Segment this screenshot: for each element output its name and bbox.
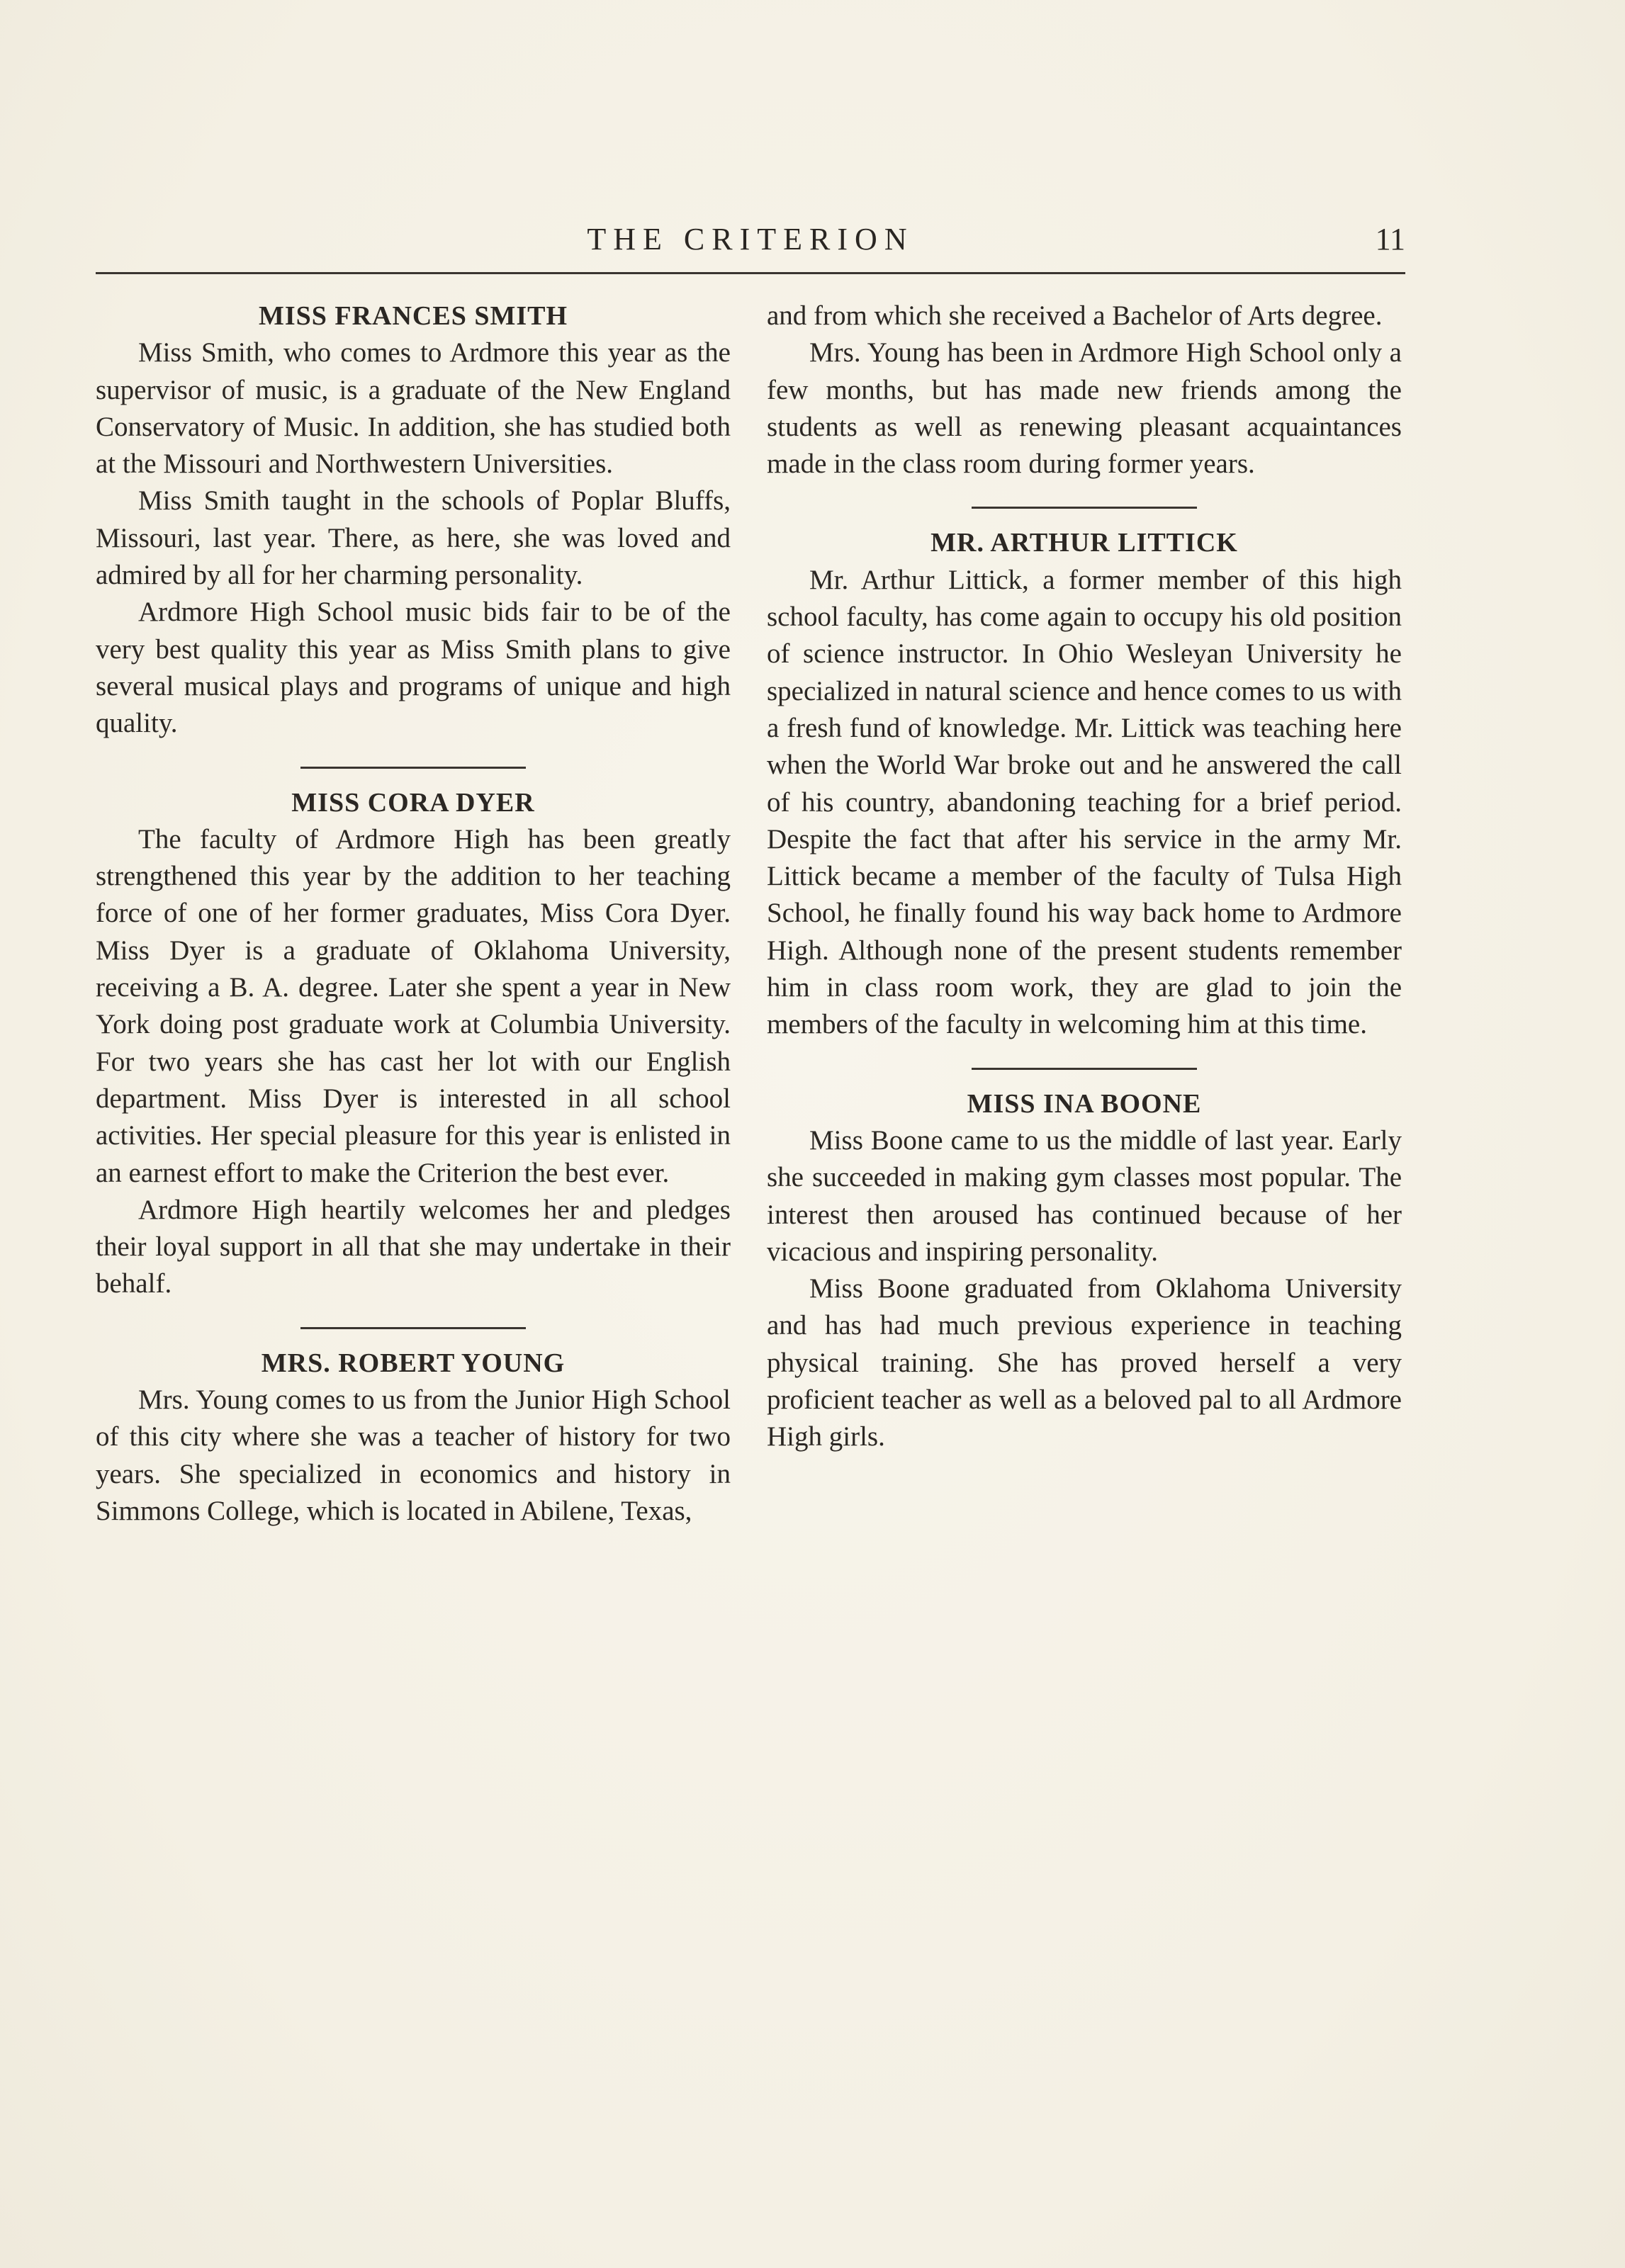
article-paragraph: Mrs. Young has been in Ardmore High School only a few months, but has made new friends among the students as well as renewing pleasant acquaintances made in the class room during former years. bbox=[767, 337, 1402, 480]
article-paragraph: Mr. Arthur Littick, a former member of this high school faculty, has come again to occupy his old position of science instructor. In Ohio Wesleyan University he specialized in natural science and hence comes to us with a fresh fund of knowledge. Mr. Littick was teaching here when the World War broke out and he answered the call of his country, abandoning teaching for a brief period. Despite the fact that after his service in the army Mr. Littick became a member of the faculty of Tulsa High School, he finally found his way back home to Ardmore High. Although none of the present students remember him in class room work, they are glad to join the members of the faculty in welcoming him at this time. bbox=[767, 564, 1402, 1040]
header-rule bbox=[96, 272, 1405, 274]
article-paragraph: Miss Boone came to us the middle of last year. Early she succeeded in making gym classes most popular. The interest then aroused has continued because of her vicacious and inspiring personality. bbox=[767, 1124, 1402, 1267]
article-heading: MISS INA BOONE bbox=[967, 1088, 1202, 1119]
page-number: 11 bbox=[1375, 222, 1405, 256]
article-cora-dyer bbox=[96, 784, 731, 1303]
article-frances-smith bbox=[96, 298, 731, 743]
section-divider bbox=[972, 507, 1197, 509]
article-heading: MRS. ROBERT YOUNG bbox=[261, 1348, 566, 1378]
right-column bbox=[767, 298, 1402, 1456]
article-paragraph: Mrs. Young comes to us from the Junior High School of this city where she was a teacher of history for two years. She specialized in economics and history in Simmons College, which is located in Abilene, Texas, bbox=[96, 1384, 731, 1526]
article-paragraph: The faculty of Ardmore High has been greatly strengthened this year by the addition to her teaching force of one of her former graduates, Miss Cora Dyer. Miss Dyer is a graduate of Oklahoma University, receiving a B. A. degree. Later she spent a year in New York doing post graduate work at Columbia University. For two years she has cast her lot with our English department. Miss Dyer is interested in all school activities. Her special pleasure for this year is enlisted in an earnest effort to make the Criterion the best ever. bbox=[96, 823, 731, 1188]
article-ina-boone bbox=[767, 1085, 1402, 1456]
left-column bbox=[96, 298, 731, 1530]
article-paragraph: and from which she received a Bachelor of Arts degree. bbox=[767, 300, 1383, 331]
article-heading: MISS FRANCES SMITH bbox=[258, 301, 568, 331]
running-header bbox=[96, 217, 1405, 273]
article-paragraph: Ardmore High School music bids fair to be of the very best quality this year as Miss Smith plans to give several musical plays and programs of unique and high quality. bbox=[96, 597, 731, 739]
article-robert-young bbox=[96, 1345, 731, 1530]
section-divider bbox=[300, 1327, 526, 1329]
article-paragraph: Miss Boone graduated from Oklahoma University and has had much previous experience in teaching physical training. She has proved herself a very proficient teacher as well as a beloved pal to all Ardmore High girls. bbox=[767, 1273, 1402, 1452]
article-arthur-littick bbox=[767, 524, 1402, 1043]
section-divider bbox=[972, 1068, 1197, 1070]
section-divider bbox=[300, 767, 526, 769]
article-paragraph: Miss Smith, who comes to Ardmore this year as the supervisor of music, is a graduate of the New England Conservatory of Music. In addition, she has studied both at the Missouri and Northwestern Universities. bbox=[96, 337, 731, 480]
article-heading: MISS CORA DYER bbox=[291, 787, 535, 818]
publication-title: THE CRITERION bbox=[587, 222, 914, 256]
article-paragraph: Miss Smith taught in the schools of Poplar Bluffs, Missouri, last year. There, as here, she was loved and admired by all for her charming personality. bbox=[96, 485, 731, 591]
article-paragraph: Ardmore High heartily welcomes her and pledges their loyal support in all that she may undertake in their behalf. bbox=[96, 1194, 731, 1299]
article-robert-young-continued bbox=[767, 298, 1402, 483]
article-heading: MR. ARTHUR LITTICK bbox=[930, 528, 1238, 558]
